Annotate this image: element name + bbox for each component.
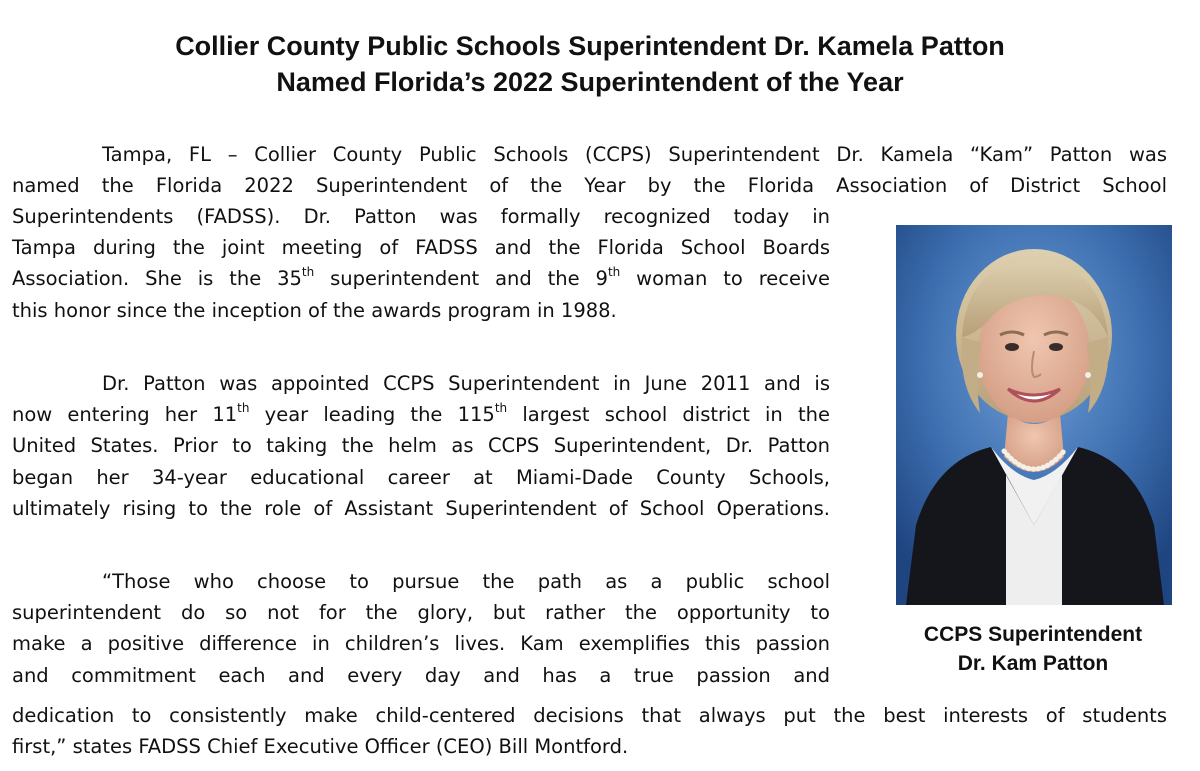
paragraph-2-line-4: began her 34-year educational career at Miami-Dade County Schools,: [12, 465, 830, 489]
paragraph-1-line-6: this honor since the inception of the awards program in 1988.: [12, 298, 617, 322]
ordinal-superscript: th: [494, 401, 508, 416]
paragraph-2-line-1: Dr. Patton was appointed CCPS Superintendent in June 2011 and is: [102, 372, 830, 395]
headline-line-2: Named Florida’s 2022 Superintendent of the Year: [276, 67, 904, 97]
paragraph-3-line-5: dedication to consistently make child-centered decisions that always put the best interests of students: [12, 704, 1167, 727]
paragraph-3-full-width: [12, 700, 1167, 762]
paragraph-1-line-5: [12, 263, 830, 294]
ordinal-superscript: th: [301, 265, 315, 280]
superintendent-portrait-photo: [896, 225, 1172, 605]
paragraph-2: [12, 368, 830, 524]
headline-line-1: Collier County Public Schools Superintendent Dr. Kamela Patton: [175, 31, 1005, 61]
paragraph-2-line-2-part-c: largest school district in the: [507, 403, 830, 427]
caption-line-1: CCPS Superintendent: [923, 623, 1143, 646]
caption-line-2: Dr. Kam Patton: [957, 652, 1109, 675]
paragraph-1-narrow: [12, 201, 830, 326]
paragraph-1-full-width: [12, 139, 1167, 201]
paragraph-3-line-1: “Those who choose to pursue the path as a public school: [102, 570, 830, 593]
paragraph-1-line-3: Superintendents (FADSS). Dr. Patton was formally recognized today in: [12, 205, 830, 228]
paragraph-1-line-5-part-c: woman to receive: [620, 267, 830, 291]
paragraph-1-line-1: Tampa, FL – Collier County Public Schools (CCPS) Superintendent Dr. Kamela “Kam” Patton was: [102, 143, 1167, 166]
paragraph-2-line-3: United States. Prior to taking the helm as CCPS Superintendent, Dr. Patton: [12, 434, 830, 458]
ordinal-superscript: th: [237, 401, 250, 416]
headline: [0, 28, 1180, 100]
paragraph-2-line-2-part-a: now entering her 11: [12, 403, 238, 427]
paragraph-2-line-2-part-b: year leading the 115: [249, 403, 495, 427]
paragraph-3-line-2: superintendent do so not for the glory, but rather the opportunity to: [12, 601, 830, 625]
paragraph-3-line-6: first,” states FADSS Chief Executive Officer (CEO) Bill Montford.: [12, 735, 629, 759]
paragraph-2-line-5: ultimately rising to the role of Assistant Superintendent of School Operations.: [12, 496, 830, 520]
paragraph-3-narrow: [12, 566, 830, 691]
portrait-illustration: [896, 225, 1172, 605]
paragraph-1-line-2: named the Florida 2022 Superintendent of the Year by the Florida Association of District School: [12, 174, 1167, 198]
paragraph-2-line-2: [12, 399, 830, 430]
photo-caption: [880, 620, 1186, 678]
paragraph-3-line-4: and commitment each and every day and has a true passion and: [12, 663, 830, 687]
paragraph-1-line-5-part-a: Association. She is the 35: [12, 267, 302, 291]
paragraph-1-line-5-part-b: superintendent and the 9: [314, 267, 608, 291]
ordinal-superscript: th: [607, 265, 621, 280]
paragraph-1-line-4: Tampa during the joint meeting of FADSS and the Florida School Boards: [12, 236, 830, 260]
paragraph-3-line-3: make a positive difference in children’s lives. Kam exemplifies this passion: [12, 632, 830, 656]
